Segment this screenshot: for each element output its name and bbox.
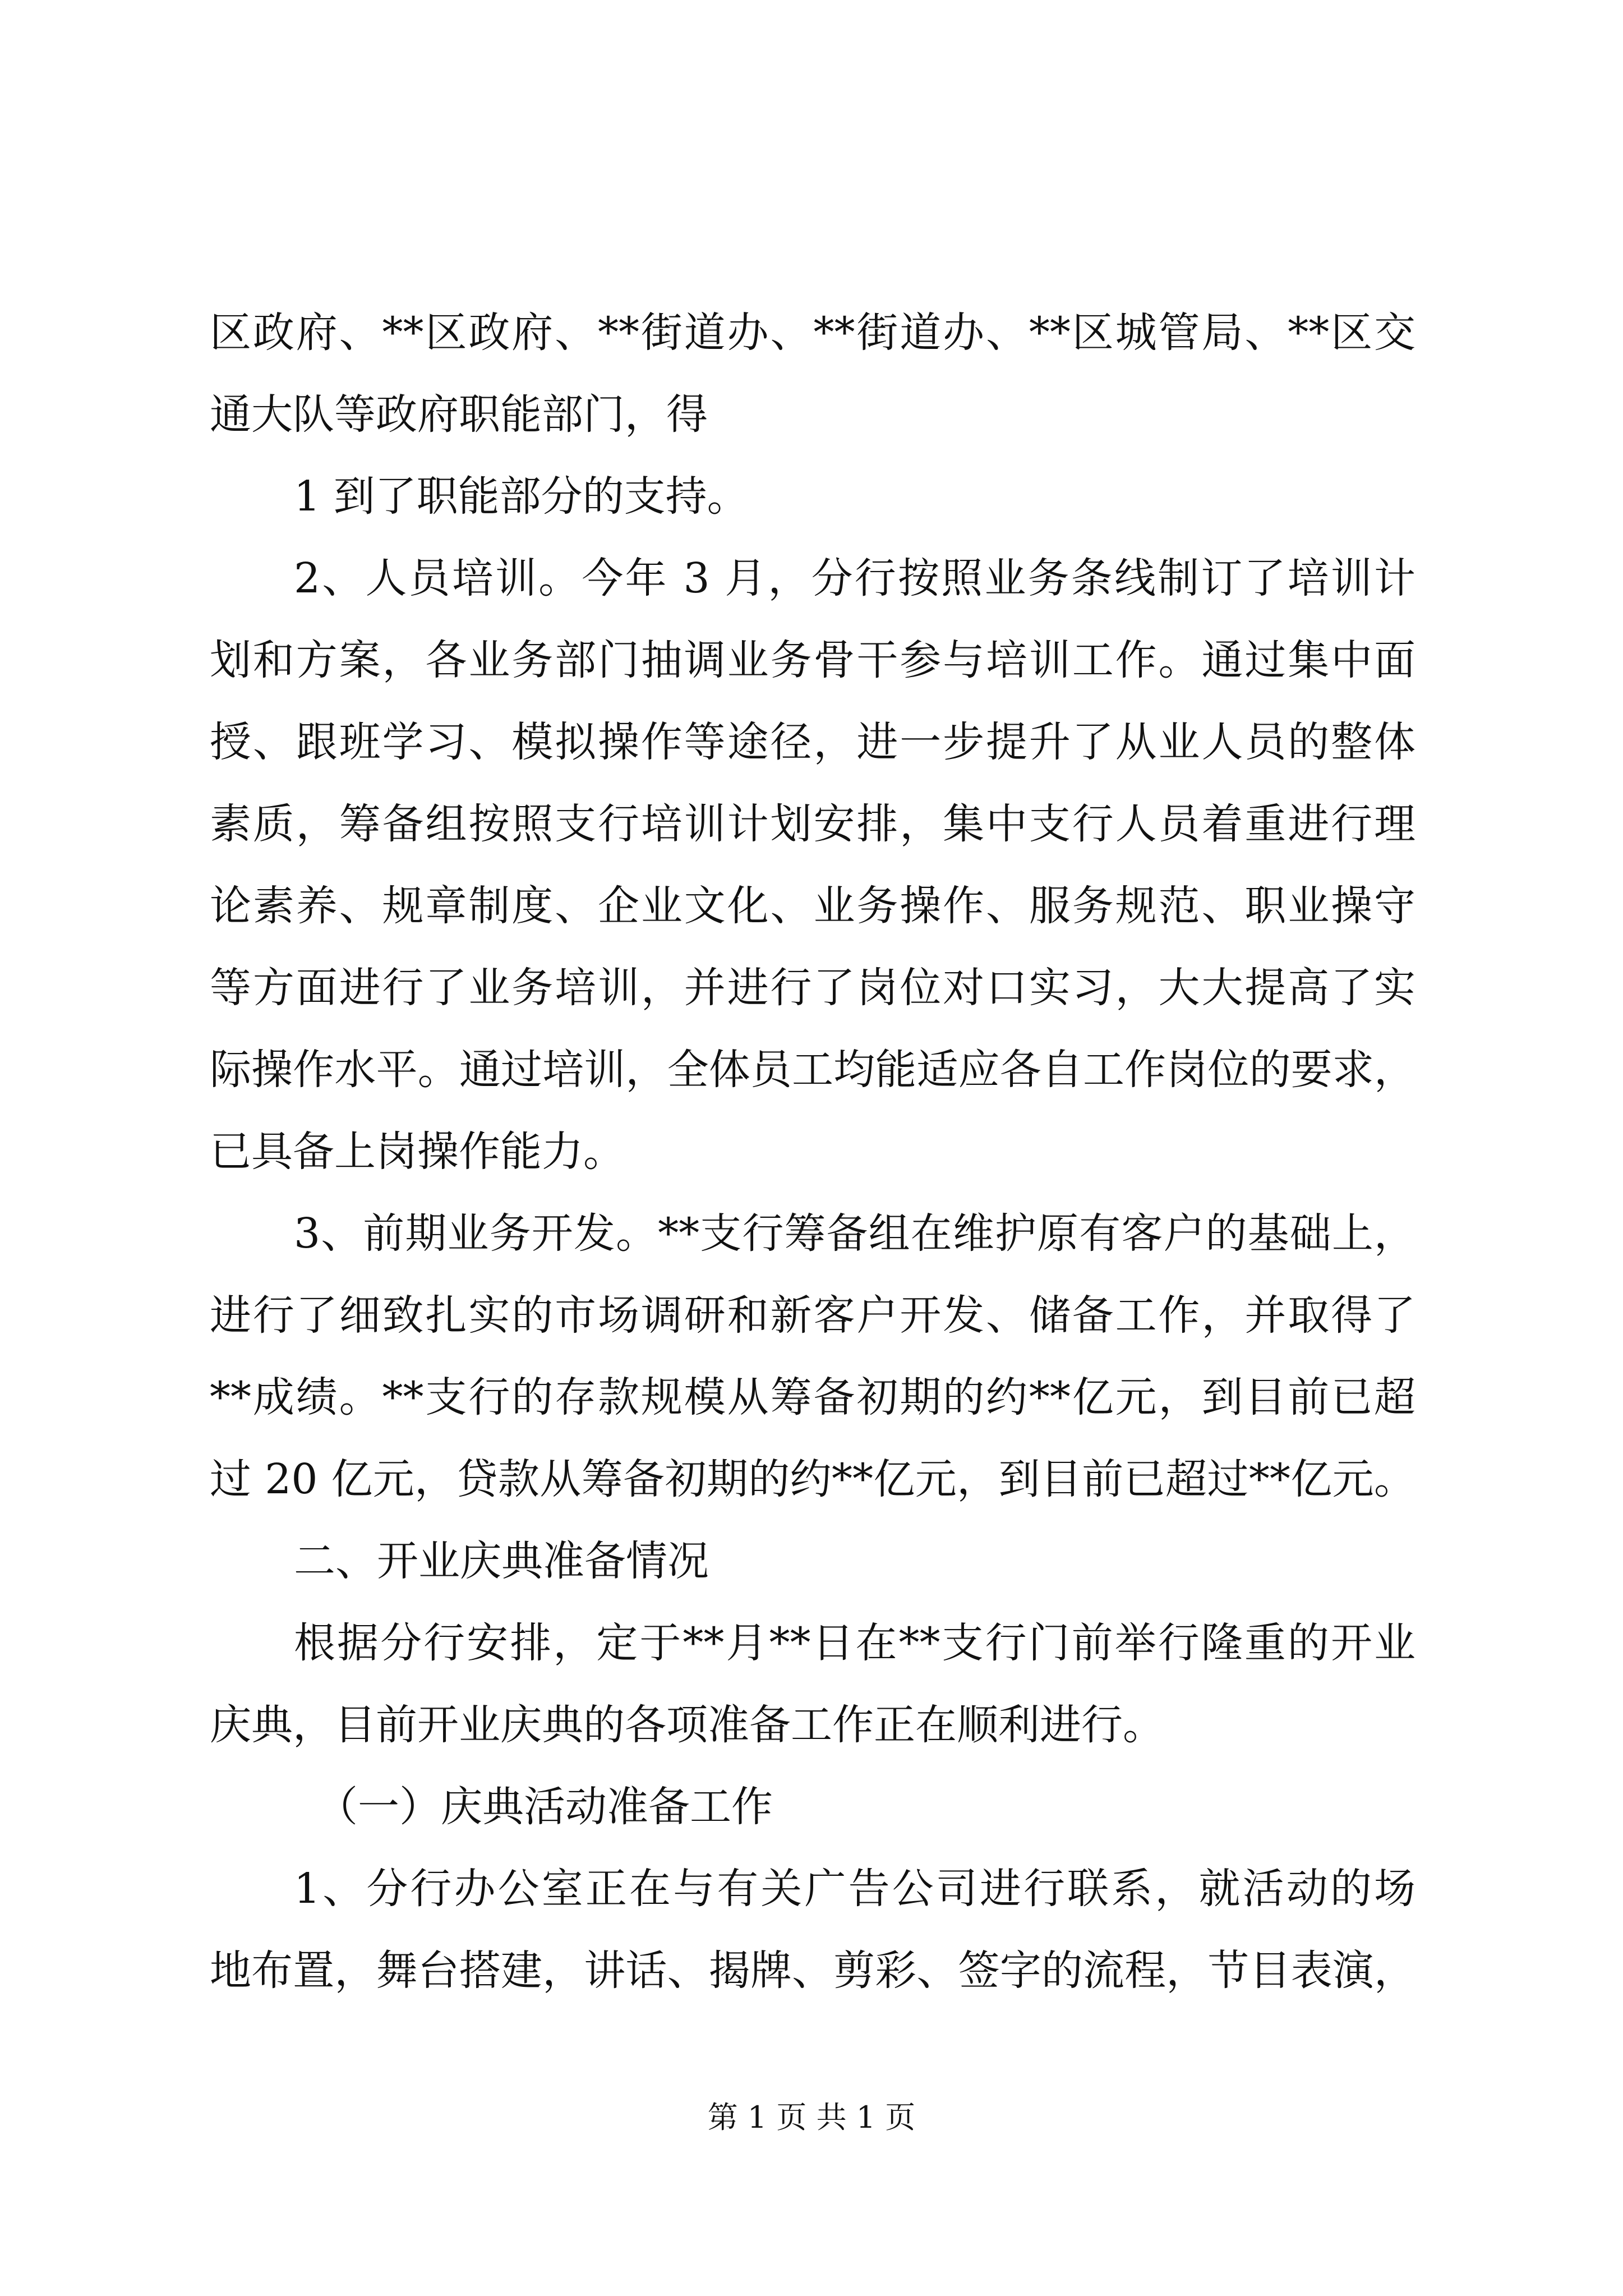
text-line: 3、前期业务开发。**支行筹备组在维护原有客户的基础上，	[294, 1209, 1415, 1258]
text-line: 等方面进行了业务培训，并进行了岗位对口实习，大大提高了实	[210, 964, 1415, 1012]
text-line: 通大队等政府职能部门，得	[210, 390, 708, 439]
text-line: 过 20 亿元，贷款从筹备初期的约**亿元，到目前已超过**亿元。	[210, 1455, 1415, 1503]
text-line: 素质，筹备组按照支行培训计划安排，集中支行人员着重进行理	[210, 800, 1415, 848]
text-line: 1 到了职能部分的支持。	[294, 472, 749, 521]
text-line: 区政府、**区政府、**街道办、**街道办、**区城管局、**区交	[210, 309, 1415, 357]
page-number: 第 1 页 共 1 页	[707, 2100, 916, 2135]
text-line: **成绩。**支行的存款规模从筹备初期的约**亿元，到目前已超	[210, 1373, 1415, 1421]
text-line: 1、分行办公室正在与有关广告公司进行联系，就活动的场	[294, 1865, 1415, 1913]
subsection-heading: （一）庆典活动准备工作	[316, 1783, 773, 1831]
text-line: 2、人员培训。今年 3 月，分行按照业务条线制订了培训计	[294, 554, 1415, 602]
page-footer	[0, 2098, 1623, 2137]
text-line: 论素养、规章制度、企业文化、业务操作、服务规范、职业操守	[210, 882, 1415, 930]
document-body	[210, 292, 1415, 2012]
section-heading: 二、开业庆典准备情况	[294, 1537, 709, 1585]
text-line: 庆典，目前开业庆典的各项准备工作正在顺利进行。	[210, 1701, 1164, 1749]
text-line: 划和方案，各业务部门抽调业务骨干参与培训工作。通过集中面	[210, 636, 1415, 684]
text-line: 地布置，舞台搭建，讲话、揭牌、剪彩、签字的流程，节目表演，	[210, 1947, 1415, 1995]
text-line: 进行了细致扎实的市场调研和新客户开发、储备工作，并取得了	[210, 1291, 1415, 1340]
text-line: 授、跟班学习、模拟操作等途径，进一步提升了从业人员的整体	[210, 718, 1415, 766]
text-line: 根据分行安排，定于**月**日在**支行门前举行隆重的开业	[294, 1619, 1415, 1667]
text-line: 际操作水平。通过培训，全体员工均能适应各自工作岗位的要求，	[210, 1046, 1415, 1094]
text-line: 已具备上岗操作能力。	[210, 1128, 625, 1176]
